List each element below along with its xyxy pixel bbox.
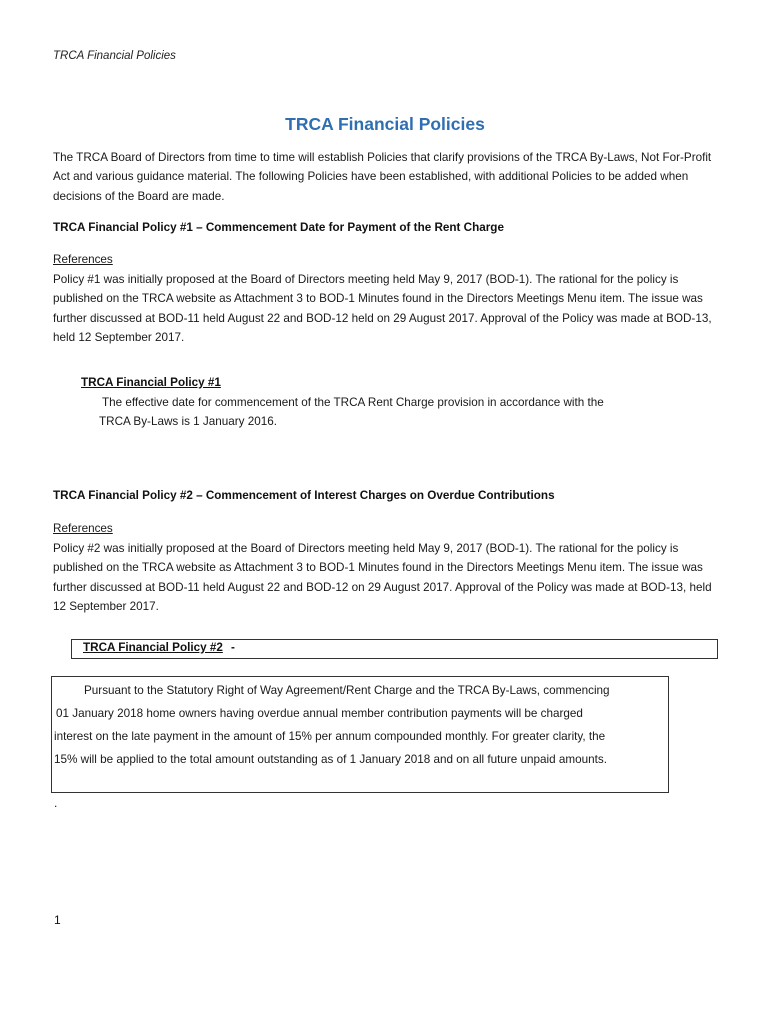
policy-2-text-line-3: interest on the late payment in the amount of 15% per annum compounded monthly. For greater clarity, the [54,730,606,743]
document-title: TRCA Financial Policies [285,114,485,134]
trailing-mark: . [54,796,58,810]
policy-2-text-line-1: Pursuant to the Statutory Right of Way Agreement/Rent Charge and the TRCA By-Laws, commencing [84,684,610,697]
policy-1-text-line-2: TRCA By-Laws is 1 January 2016. [99,415,277,428]
policy-1-text-line-1: The effective date for commencement of the TRCA Rent Charge provision in accordance with the [102,396,604,409]
page-number: 1 [54,913,61,927]
running-header: TRCA Financial Policies [53,50,176,62]
policy-2-title-suffix: - [231,641,235,654]
policy-2-title: TRCA Financial Policy #2 [83,641,223,654]
policy-2-references-text: Policy #2 was initially proposed at the Board of Directors meeting held May 9, 2017 (BOD-1). The rational for the policy is published on the TRCA website as Attachment 3 to BOD-1 Minutes found in the Directors Meetings Menu item. The issue was further discussed at BOD-11 held August 22 and BOD-12 on 29 August 2017. Approval of the Policy was made at BOD-13, held 12 September 2017. [53,542,712,614]
policy-1-heading: TRCA Financial Policy #1 – Commencement Date for Payment of the Rent Charge [53,221,504,234]
policy-2-text-box [51,676,669,793]
policy-2-references-label: References [53,522,113,535]
policy-2-text-line-2: 01 January 2018 home owners having overdue annual member contribution payments will be charged [56,707,583,720]
policy-2-text [54,679,666,771]
policy-1-references-text: Policy #1 was initially proposed at the Board of Directors meeting held May 9, 2017 (BOD-1). The rational for the policy is published on the TRCA website as Attachment 3 to BOD-1 Minutes found in the Directors Meetings Menu item. The issue was further discussed at BOD-11 held August 22 and BOD-12 held on 29 August 2017. Approval of the Policy was made at BOD-13, held 12 September 2017. [53,273,712,345]
policy-2-text-line-4: 15% will be applied to the total amount outstanding as of 1 January 2018 and on all future unpaid amounts. [54,753,607,766]
policy-2-heading: TRCA Financial Policy #2 – Commencement of Interest Charges on Overdue Contributions [53,489,555,502]
policy-1-title: TRCA Financial Policy #1 [81,376,221,389]
policy-1-references-label: References [53,253,113,266]
policy-2-title-box [71,639,718,659]
intro-paragraph: The TRCA Board of Directors from time to time will establish Policies that clarify provisions of the TRCA By-Laws, Not For-Profit Act and various guidance material. The following Policies have been established, with additional Policies to be added when decisions of the Board are made. [53,151,712,203]
